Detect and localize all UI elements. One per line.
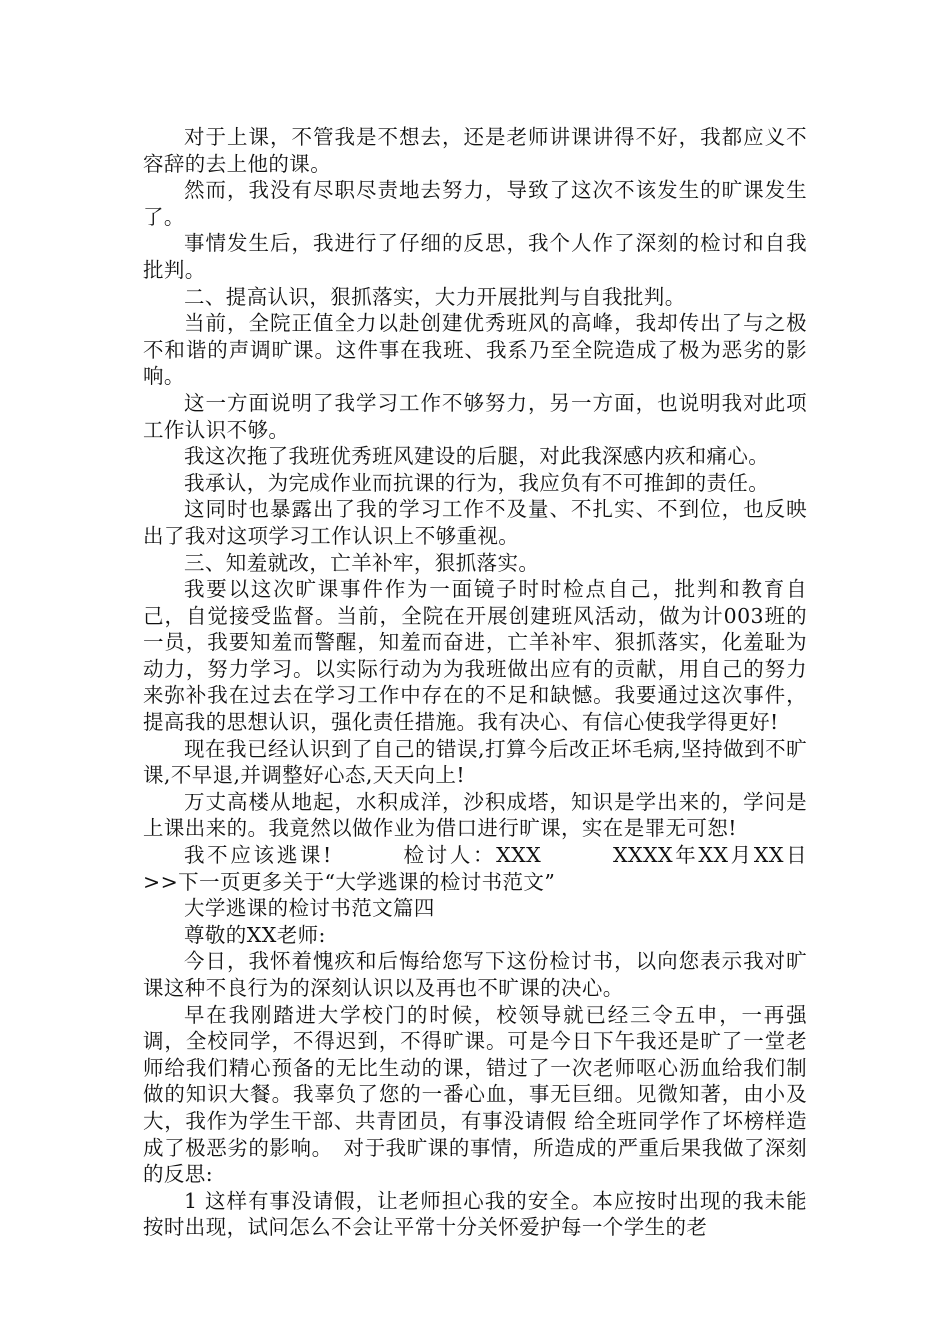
salutation: 尊敬的XX老师: xyxy=(184,922,326,947)
paragraph-5: 当前，全院正值全力以赴创建优秀班风的高峰，我却传出了与之极不和谐的声调旷课。这件事在我班、我系乃至全院造成了极为恶劣的影响。 xyxy=(143,311,807,389)
paragraph-12: 现在我已经认识到了自己的错误,打算今后改正坏毛病,坚持做到不旷课,不早退,并调整好心态,天天向上! xyxy=(143,736,807,788)
paragraph-3: 事情发生后，我进行了仔细的反思，我个人作了深刻的检讨和自我批判。 xyxy=(143,231,807,282)
paragraph-13: 万丈高楼从地起，水积成洋，沙积成塔，知识是学出来的，学问是上课出来的。我竟然以做作业为借口进行旷课，实在是罪无可恕! xyxy=(143,789,807,841)
paragraph-2: 然而，我没有尽职尽责地去努力，导致了这次不该发生的旷课发生了。 xyxy=(143,178,807,229)
paragraph-19: 1 这样有事没请假，让老师担心我的安全。本应按时出现的我未能按时出现，试问怎么不会让平常十分关怀爱护每一个学生的老 xyxy=(143,1188,807,1240)
paragraph-11: 我要以这次旷课事件作为一面镜子时时检点自己，批判和教育自己，自觉接受监督。当前，全院在开展创建班风活动，做为计003班的一员，我要知羞而警醒，知羞而奋进，亡羊补牢、狠抓落实，化羞耻为动力，努力学习。以实际行动为为我班做出应有的贡献，用自己的努力来弥补我在过去在学习工作中存在的不足和缺憾。我要通过这次事件，提高我的思想认识，强化责任措施。我有决心、有信心使我学得更好! xyxy=(143,577,807,735)
document-body xyxy=(143,124,870,1241)
paragraph-17: 今日，我怀着愧疚和后悔给您写下这份检讨书，以向您表示我对旷课这种不良行为的深刻认识以及再也不旷课的决心。 xyxy=(143,949,807,1000)
section-heading-3: 三、知羞就改，亡羊补牢，狠抓落实。 xyxy=(184,550,540,575)
paragraph-6: 这一方面说明了我学习工作不够努力，另一方面，也说明我对此项工作认识不够。 xyxy=(143,390,807,442)
paragraph-18: 早在我刚踏进大学校门的时候，校领导就已经三令五申，一再强调，全校同学，不得迟到，不得旷课。可是今日下午我还是旷了一堂老师给我们精心预备的无比生动的课，错过了一次老师呕心沥血给我们制做的知识大餐。我辜负了您的一番心血，事无巨细。见微知著，由小及大，我作为学生干部、共青团员，有事没请假 给全班同学作了坏榜样造成了极恶劣的影响。 对于我旷课的事情，所造成的严重后果我做了深刻的反思: xyxy=(143,1002,807,1187)
article-title: 大学逃课的检讨书范文篇四 xyxy=(184,896,435,921)
paragraph-8: 我承认，为完成作业而抗课的行为，我应负有不可推卸的责任。 xyxy=(184,470,770,495)
paragraph-9: 这同时也暴露出了我的学习工作不及量、不扎实、不到位，也反映出了我对这项学习工作认识上不够重视。 xyxy=(143,497,807,548)
paragraph-1: 对于上课，不管我是不想去，还是老师讲课讲得不好，我都应义不容辞的去上他的课。 xyxy=(143,125,807,176)
signature-line: 我不应该逃课! 检讨人：XXX XXXX年XX月XX日 >>下一页更多关于“大学逃课的检讨书范文” xyxy=(143,843,870,894)
section-heading-2: 二、提高认识，狠抓落实，大力开展批判与自我批判。 xyxy=(184,284,686,309)
paragraph-7: 我这次拖了我班优秀班风建设的后腿，对此我深感内疚和痛心。 xyxy=(184,444,770,469)
